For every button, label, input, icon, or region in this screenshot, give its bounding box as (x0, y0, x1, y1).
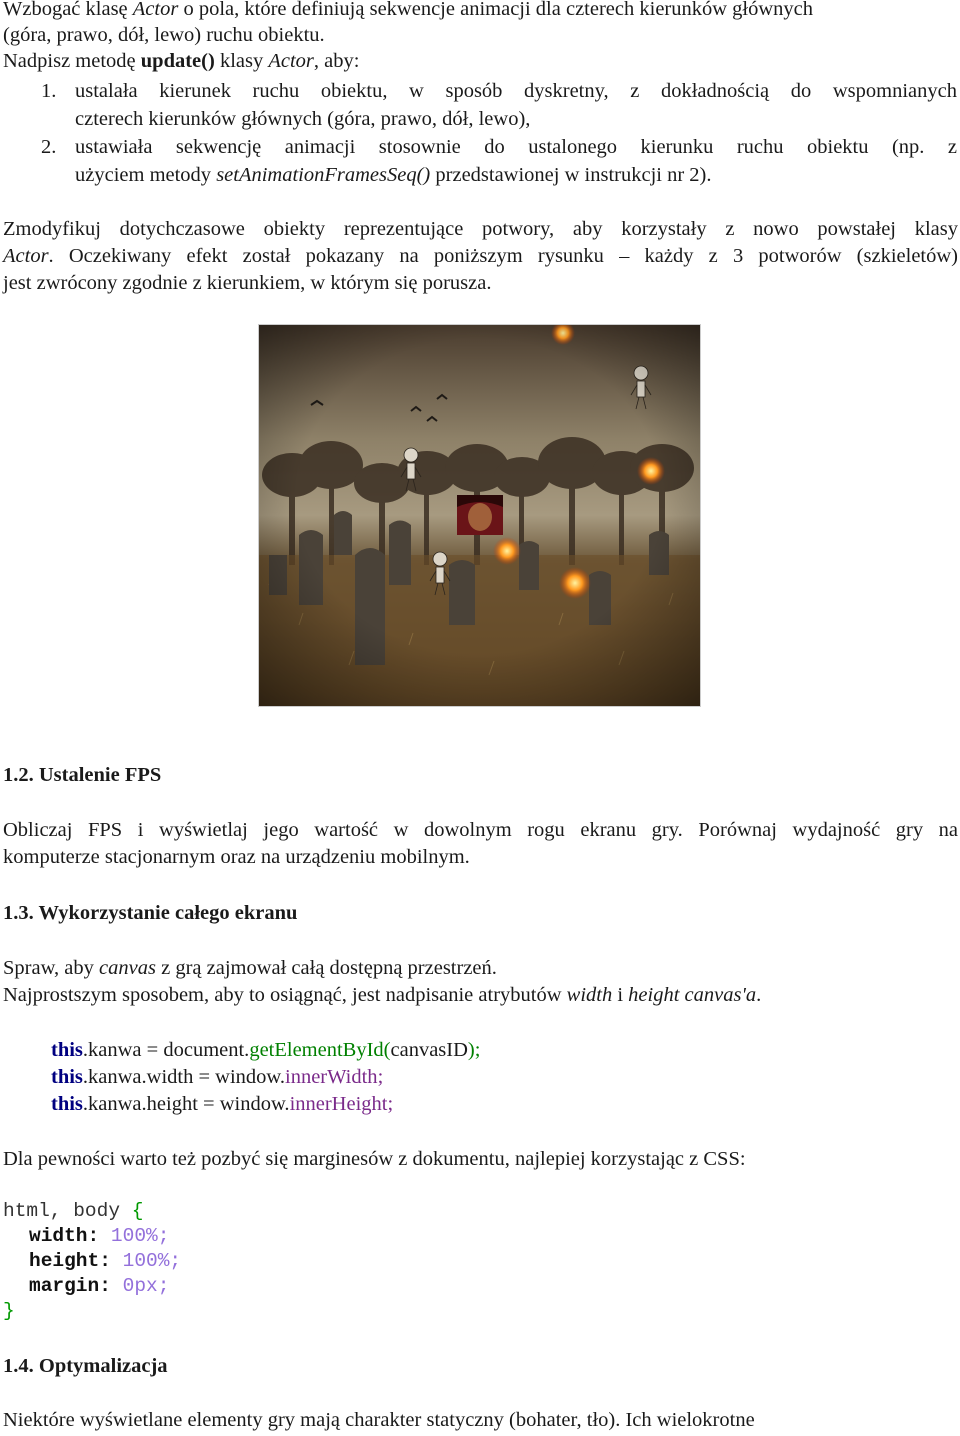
code-line-2: this.kanwa.width = window.innerWidth; (51, 1066, 384, 1088)
css-line-2: width: 100%; (29, 1225, 170, 1247)
code-line-1: this.kanwa = document.getElementById(canvasID); (51, 1039, 481, 1061)
para2-line-1: Zmodyfikuj dotychczasowe obiekty reprezentujące potwory, aby korzystały z nowo powstałej klasy (3, 218, 958, 240)
code-line-3: this.kanwa.height = window.innerHeight; (51, 1093, 394, 1115)
sec13-line-2: Najprostszym sposobem, aby to osiągnąć, jest nadpisanie atrybutów width i height canvas'a. (3, 984, 762, 1006)
list-item-number: 1. (41, 80, 57, 102)
list-item-2-line-1: ustawiała sekwencję animacji stosownie do ustalonego kierunku ruchu obiektu (np. z (75, 136, 957, 158)
section-heading-fullscreen: 1.3. Wykorzystanie całego ekranu (3, 902, 298, 924)
css-line-3: height: 100%; (29, 1250, 182, 1272)
sec14-line-1: Niektóre wyświetlane elementy gry mają charakter statyczny (bohater, tło). Ich wielokrotne (3, 1409, 755, 1431)
intro-line-3: Nadpisz metodę update() klasy Actor, aby: (3, 50, 360, 72)
css-line-5: } (3, 1300, 15, 1322)
intro-line-2: (góra, prawo, dół, lewo) ruchu obiektu. (3, 24, 325, 46)
css-intro: Dla pewności warto też pozbyć się marginesów z dokumentu, najlepiej korzystając z CSS: (3, 1148, 746, 1170)
list-item-2-line-2: użyciem metody setAnimationFramesSeq() przedstawionej w instrukcji nr 2). (75, 164, 712, 186)
intro-line-1: Wzbogać klasę Actor o pola, które definiują sekwencje animacji dla czterech kierunków głównych (3, 0, 814, 20)
graveyard-scene (259, 325, 700, 706)
section-heading-fps: 1.2. Ustalenie FPS (3, 764, 162, 786)
css-line-1: html, body { (3, 1200, 144, 1222)
list-item-number: 2. (41, 136, 57, 158)
css-line-4: margin: 0px; (29, 1275, 170, 1297)
sec12-line-1: Obliczaj FPS i wyświetlaj jego wartość w dowolnym rogu ekranu gry. Porównaj wydajność gry na (3, 819, 958, 841)
game-screenshot (258, 324, 701, 707)
para2-line-2: Actor. Oczekiwany efekt został pokazany na poniższym rysunku – każdy z 3 potworów (szkieletów) (3, 245, 958, 267)
para2-line-3: jest zwrócony zgodnie z kierunkiem, w którym się porusza. (3, 272, 492, 294)
section-heading-optimization: 1.4. Optymalizacja (3, 1355, 168, 1377)
list-item-1-line-2: czterech kierunków głównych (góra, prawo, dół, lewo), (75, 108, 531, 130)
sec13-line-1: Spraw, aby canvas z grą zajmował całą dostępną przestrzeń. (3, 957, 497, 979)
list-item-1-line-1: ustalała kierunek ruchu obiektu, w sposób dyskretny, z dokładnością do wspomnianych (75, 80, 957, 102)
sec12-line-2: komputerze stacjonarnym oraz na urządzeniu mobilnym. (3, 846, 470, 868)
